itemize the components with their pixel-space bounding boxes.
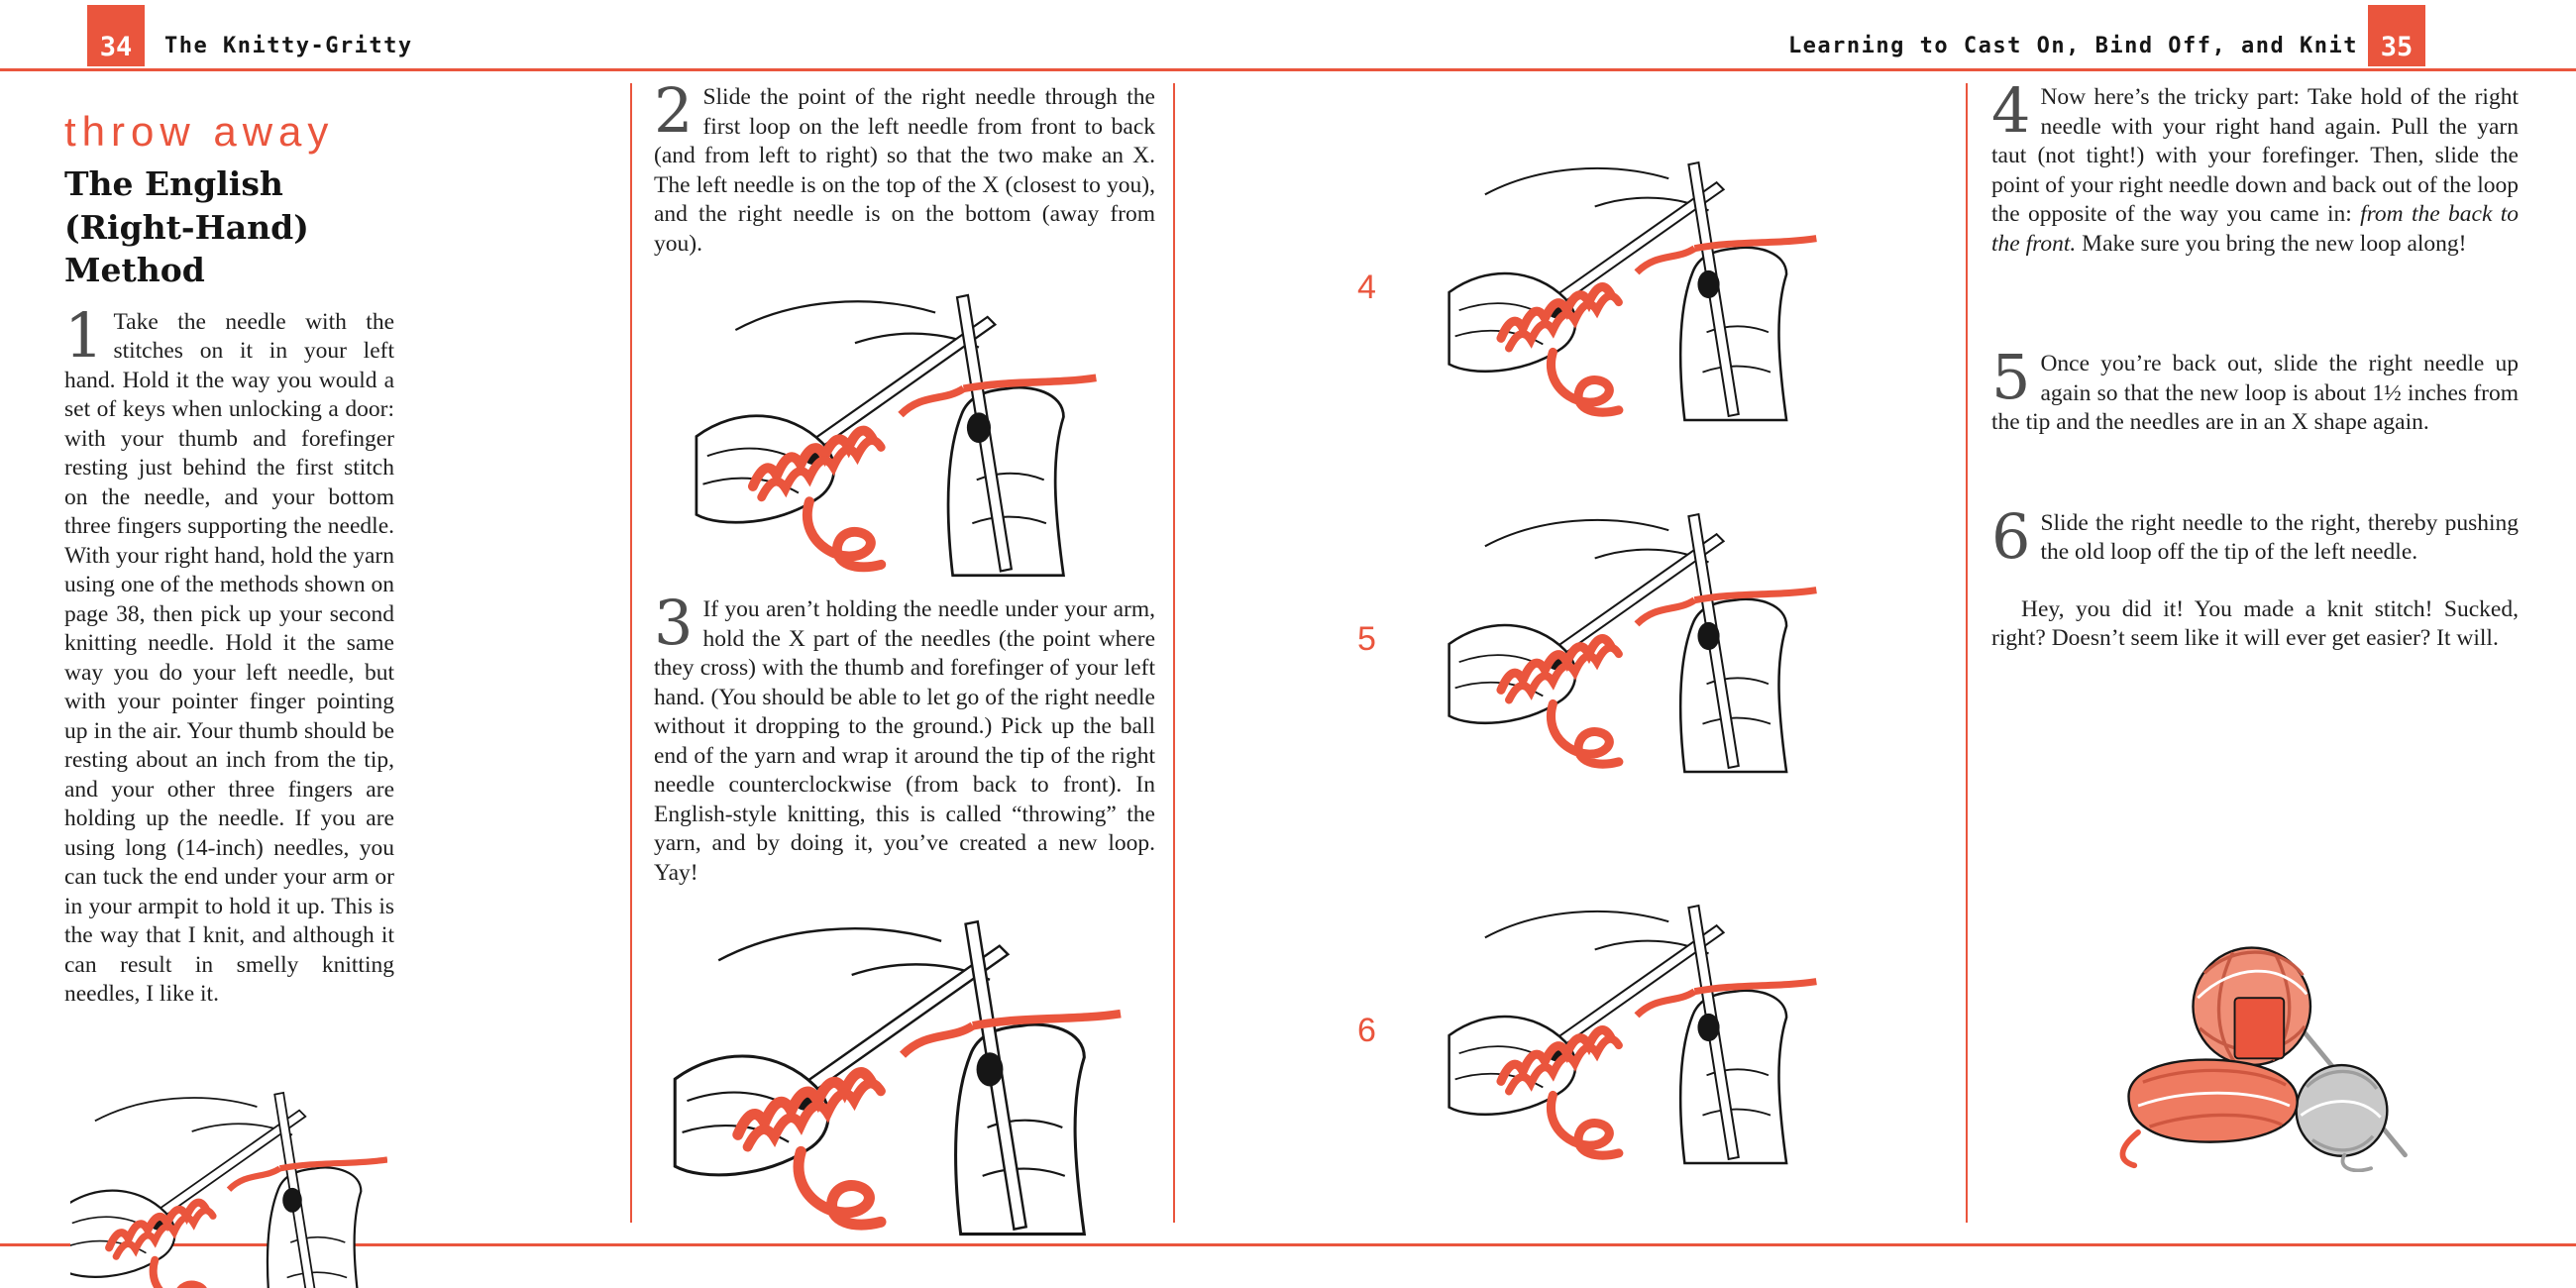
page-gutter-divider <box>1173 83 1175 1223</box>
step-2-number: 2 <box>654 74 694 147</box>
step-4 <box>1991 74 2519 259</box>
step-5-text: Once you’re back out, slide the right needle up again so that the new loop is about 1½ inches from the tip and the needles are in an X shape again. <box>1991 351 2519 435</box>
page-number-right <box>2368 5 2425 66</box>
step-3-text: If you aren’t holding the needle under your arm, hold the X part of the needles (the point where they cross) with the thumb and forefinger of your left hand. (You should be able to let go of the right needle without it dropping to the ground.) Pick up the ball end of the yarn and wrap it around the tip of the right needle counterclockwise (from back to front). In English-style knitting, this is called “throwing” the yarn, and by doing it, you’ve created a new loop. Yay! <box>654 596 1155 886</box>
method-title-line2: (Right-Hand) Method <box>64 207 309 290</box>
running-head-left: The Knitty-Gritty <box>164 34 413 58</box>
step-6-number: 6 <box>1991 499 2031 573</box>
page-number-right-value: 35 <box>2380 32 2414 62</box>
column-divider-right-page <box>1966 83 1968 1223</box>
step-4-text-post: Make sure you bring the new loop along! <box>2076 230 2467 257</box>
step-3-number: 3 <box>654 587 694 659</box>
section-kicker: throw away <box>64 108 335 155</box>
running-head-right: Learning to Cast On, Bind Off, and Knit <box>1787 34 2358 58</box>
step-2 <box>654 74 1155 259</box>
top-rule <box>0 68 2576 71</box>
column-divider-left-page <box>630 83 632 1223</box>
knitting-hands-illustration-step6 <box>1419 896 1855 1165</box>
method-title <box>64 162 394 292</box>
left-page-column-2 <box>654 74 1155 1236</box>
figure-row-5 <box>1199 490 1962 788</box>
page-number-left <box>87 5 145 66</box>
step-1-number: 1 <box>64 298 104 372</box>
step-1-text: Take the needle with the stitches on it in your left hand. Hold it the way you would a set of keys when unlocking a door: with your thumb and forefinger resting just behind the first stitch on the needle, and your bottom three fingers supporting the needle. With your right hand, hold the yarn using one of the methods shown on page 38, then pick up your second knitting needle. Hold it the same way you do your left needle, but with your pointer finger pointing up in the air. Your thumb should be resting about an inch from the tip, and your other three fingers are holding up the needle. If you are using long (14-inch) needles, you can tuck the end under your arm or in your armpit to hold it up. This is the way that I knit, and although it can result in smelly knitting needles, I like it. <box>64 308 394 1008</box>
step-3 <box>654 587 1155 888</box>
step-1 <box>64 298 394 1010</box>
figure-row-6 <box>1199 882 1962 1179</box>
closing-paragraph: Hey, you did it! You made a knit stitch! Sucked, right? Doesn’t seem like it will ever get easier? It will. <box>1991 595 2519 651</box>
step-6-text: Slide the right needle to the right, thereby pushing the old loop off the tip of the left needle. <box>2040 509 2519 565</box>
step-4-text-italic: from the back to the front. <box>1991 201 2519 257</box>
figure-label-4: 4 <box>1357 268 1376 306</box>
figure-row-4 <box>1199 139 1962 436</box>
knitting-hands-illustration-step1 <box>70 1039 387 1288</box>
method-title-line1: The English <box>64 164 283 203</box>
step-4-text-pre: Now here’s the tricky part: Take hold of the right needle with your right hand again. Pull the yarn taut (not tight!) with your forefinger. Then, slide the point of your right needle down and back out of the loop the opposite of the way you came in: <box>1991 84 2519 227</box>
right-page-text-column <box>1991 74 2519 654</box>
step-2-text: Slide the point of the right needle through the first loop on the left needle from front to back (and from left to right) so that the two make an X. The left needle is on the top of the X (closest to you), and the right needle is on the bottom (away from you). <box>654 84 1155 257</box>
knitting-hands-illustration-step3 <box>660 910 1145 1236</box>
step-6 <box>1991 499 2519 573</box>
yarn-balls-illustration <box>2095 916 2417 1172</box>
knitting-hands-illustration-step4 <box>1419 153 1855 422</box>
yarn-balls-art <box>2095 916 2417 1172</box>
knitting-hands-illustration-step2 <box>668 284 1133 578</box>
step-5-number: 5 <box>1991 341 2031 413</box>
step-5 <box>1991 341 2519 438</box>
figure-label-6: 6 <box>1357 1011 1376 1049</box>
figure-label-5: 5 <box>1357 619 1376 658</box>
knitting-hands-illustration-step5 <box>1419 504 1855 774</box>
page-number-left-value: 34 <box>99 32 133 62</box>
step-4-number: 4 <box>1991 74 2031 147</box>
left-page-column-1 <box>64 108 394 1288</box>
